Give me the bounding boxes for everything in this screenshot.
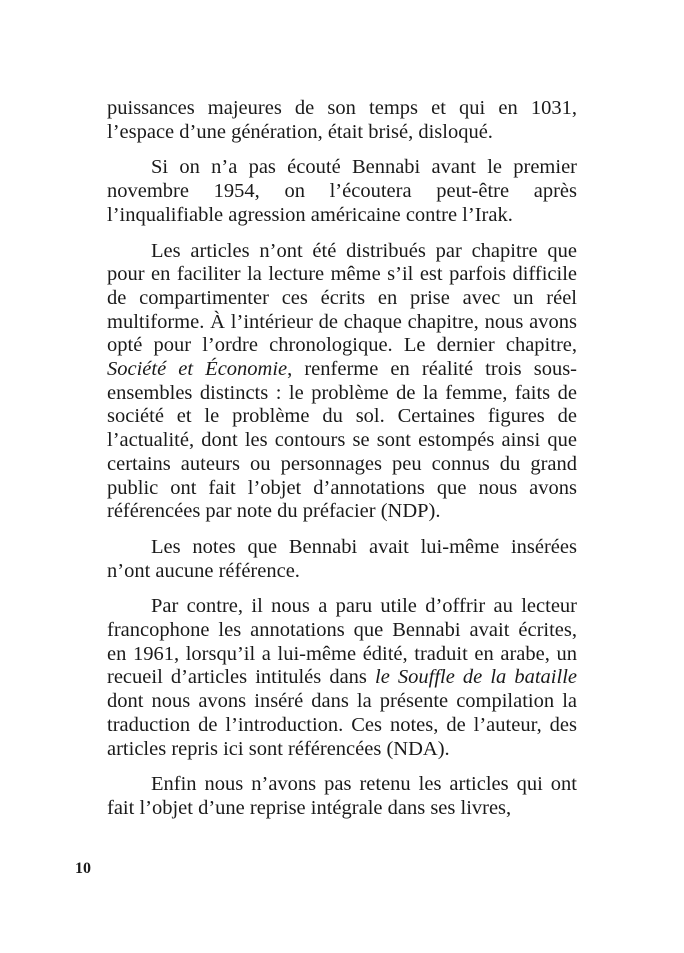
paragraph-chapitres: Les articles n’ont été distribués par chapitre que pour en faciliter la lecture même s’il est parfois difficile de compartimenter ces écrits en prise avec un réel multiforme. À l’intérieur de chaque chapitre, nous avons opté pour l’ordre chronologique. Le dernier chapitre, Société et Économie, renferme en réalité trois sous-ensembles distincts : le problème de la femme, faits de société et le problème du sol. Certaines figures de l’actualité, dont les contours se sont estompés ainsi que certains auteurs ou personnages peu connus du grand public ont fait l’objet d’annotations que nous avons référencées par note du préfacier (NDP).	[107, 239, 577, 523]
paragraph-notes-bennabi: Les notes que Bennabi avait lui-même insérées n’ont aucune référence.	[107, 535, 577, 582]
page-number: 10	[75, 860, 91, 877]
book-title-italic: le Souffle de la bataille	[375, 666, 577, 689]
paragraph-annotations: Par contre, il nous a paru utile d’offrir au lecteur francophone les annotations que Bennabi avait écrites, en 1961, lorsqu’il a lui-même édité, traduit en arabe, un recueil d’articles intitulés dans le Souffle de la bataille dont nous avons inséré dans la présente compilation la traduction de l’introduction. Ces notes, de l’auteur, des articles repris ici sont référencées (NDA).	[107, 595, 577, 760]
paragraph-enfin: Enfin nous n’avons pas retenu les articles qui ont fait l’objet d’une reprise intégrale dans ses livres,	[107, 773, 577, 819]
chapter-title-italic: Société et Économie	[107, 358, 288, 381]
paragraph-continuation: puissances majeures de son temps et qui en 1031, l’espace d’une génération, était brisé, disloqué.	[107, 97, 577, 143]
body-text	[107, 97, 577, 821]
paragraph-bennabi-novembre: Si on n’a pas écouté Bennabi avant le premier novembre 1954, on l’écoutera peut-être après l’inqualifiable agression américaine contre l’Irak.	[107, 156, 577, 226]
